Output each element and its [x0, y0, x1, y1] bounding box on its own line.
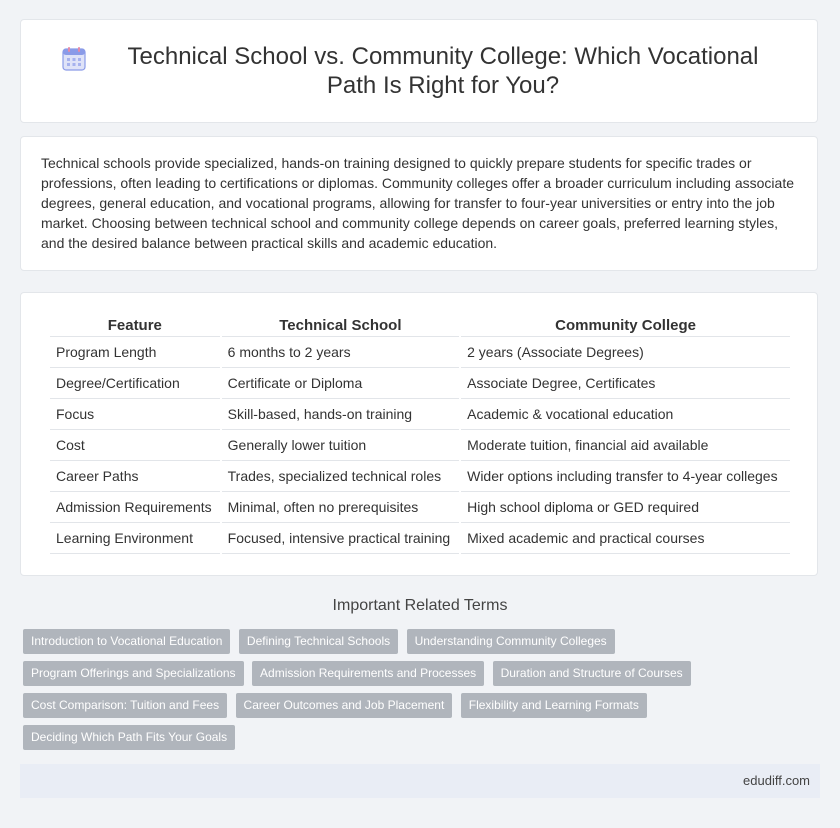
table-cell: Career Paths	[50, 461, 220, 492]
table-cell: Trades, specialized technical roles	[222, 461, 459, 492]
related-terms-title: Important Related Terms	[332, 597, 508, 614]
table-row	[50, 399, 790, 430]
comparison-table	[48, 315, 792, 554]
table-cell: Moderate tuition, financial aid available	[461, 430, 790, 461]
related-term-tag[interactable]: Flexibility and Learning Formats	[461, 693, 647, 718]
comparison-table-card	[20, 292, 818, 576]
table-row	[50, 337, 790, 368]
table-cell: Generally lower tuition	[222, 430, 459, 461]
related-term-tag[interactable]: Defining Technical Schools	[239, 629, 398, 654]
table-row	[50, 492, 790, 523]
related-term-tag[interactable]: Understanding Community Colleges	[407, 629, 615, 654]
table-cell: Skill-based, hands-on training	[222, 399, 459, 430]
related-term-tag[interactable]: Admission Requirements and Processes	[252, 661, 484, 686]
table-row	[50, 523, 790, 554]
table-header-row	[50, 315, 790, 337]
related-term-tag[interactable]: Career Outcomes and Job Placement	[236, 693, 453, 718]
footer-site-link[interactable]: edudiff.com	[743, 773, 810, 788]
table-cell: Associate Degree, Certificates	[461, 368, 790, 399]
table-cell: Cost	[50, 430, 220, 461]
table-cell: 6 months to 2 years	[222, 337, 459, 368]
table-cell: Admission Requirements	[50, 492, 220, 523]
table-header-cell: Technical School	[222, 315, 459, 337]
table-cell: Mixed academic and practical courses	[461, 523, 790, 554]
page-title: Technical School vs. Community College: Which Vocational Path Is Right for You?	[127, 43, 759, 99]
table-header-cell: Community College	[461, 315, 790, 337]
table-cell: Focus	[50, 399, 220, 430]
header-card	[20, 19, 818, 123]
table-cell: Learning Environment	[50, 523, 220, 554]
related-term-tag[interactable]: Introduction to Vocational Education	[23, 629, 230, 654]
table-cell: Minimal, often no prerequisites	[222, 492, 459, 523]
table-cell: Wider options including transfer to 4-year colleges	[461, 461, 790, 492]
related-term-tag[interactable]: Duration and Structure of Courses	[493, 661, 691, 686]
related-terms-list	[23, 629, 813, 757]
related-term-tag[interactable]: Program Offerings and Specializations	[23, 661, 244, 686]
footer	[20, 764, 820, 798]
intro-card	[20, 136, 818, 271]
related-term-tag[interactable]: Cost Comparison: Tuition and Fees	[23, 693, 227, 718]
table-cell: 2 years (Associate Degrees)	[461, 337, 790, 368]
calendar-icon	[61, 46, 87, 72]
table-cell: Focused, intensive practical training	[222, 523, 459, 554]
table-cell: Program Length	[50, 337, 220, 368]
intro-text: Technical schools provide specialized, hands-on training designed to quickly prepare students for specific trades or professions, often leading to certifications or diplomas. Community colleges offer a broader curriculum including associate degrees, general education, and vocational programs, allowing for transfer to four-year universities or entry into the job market. Choosing between technical school and community college depends on career goals, preferred learning styles, and the desired balance between practical skills and academic education.	[41, 155, 795, 251]
related-term-tag[interactable]: Deciding Which Path Fits Your Goals	[23, 725, 235, 750]
table-row	[50, 461, 790, 492]
table-cell: High school diploma or GED required	[461, 492, 790, 523]
table-row	[50, 368, 790, 399]
table-cell: Certificate or Diploma	[222, 368, 459, 399]
table-row	[50, 430, 790, 461]
table-header-cell: Feature	[50, 315, 220, 337]
table-cell: Degree/Certification	[50, 368, 220, 399]
table-cell: Academic & vocational education	[461, 399, 790, 430]
